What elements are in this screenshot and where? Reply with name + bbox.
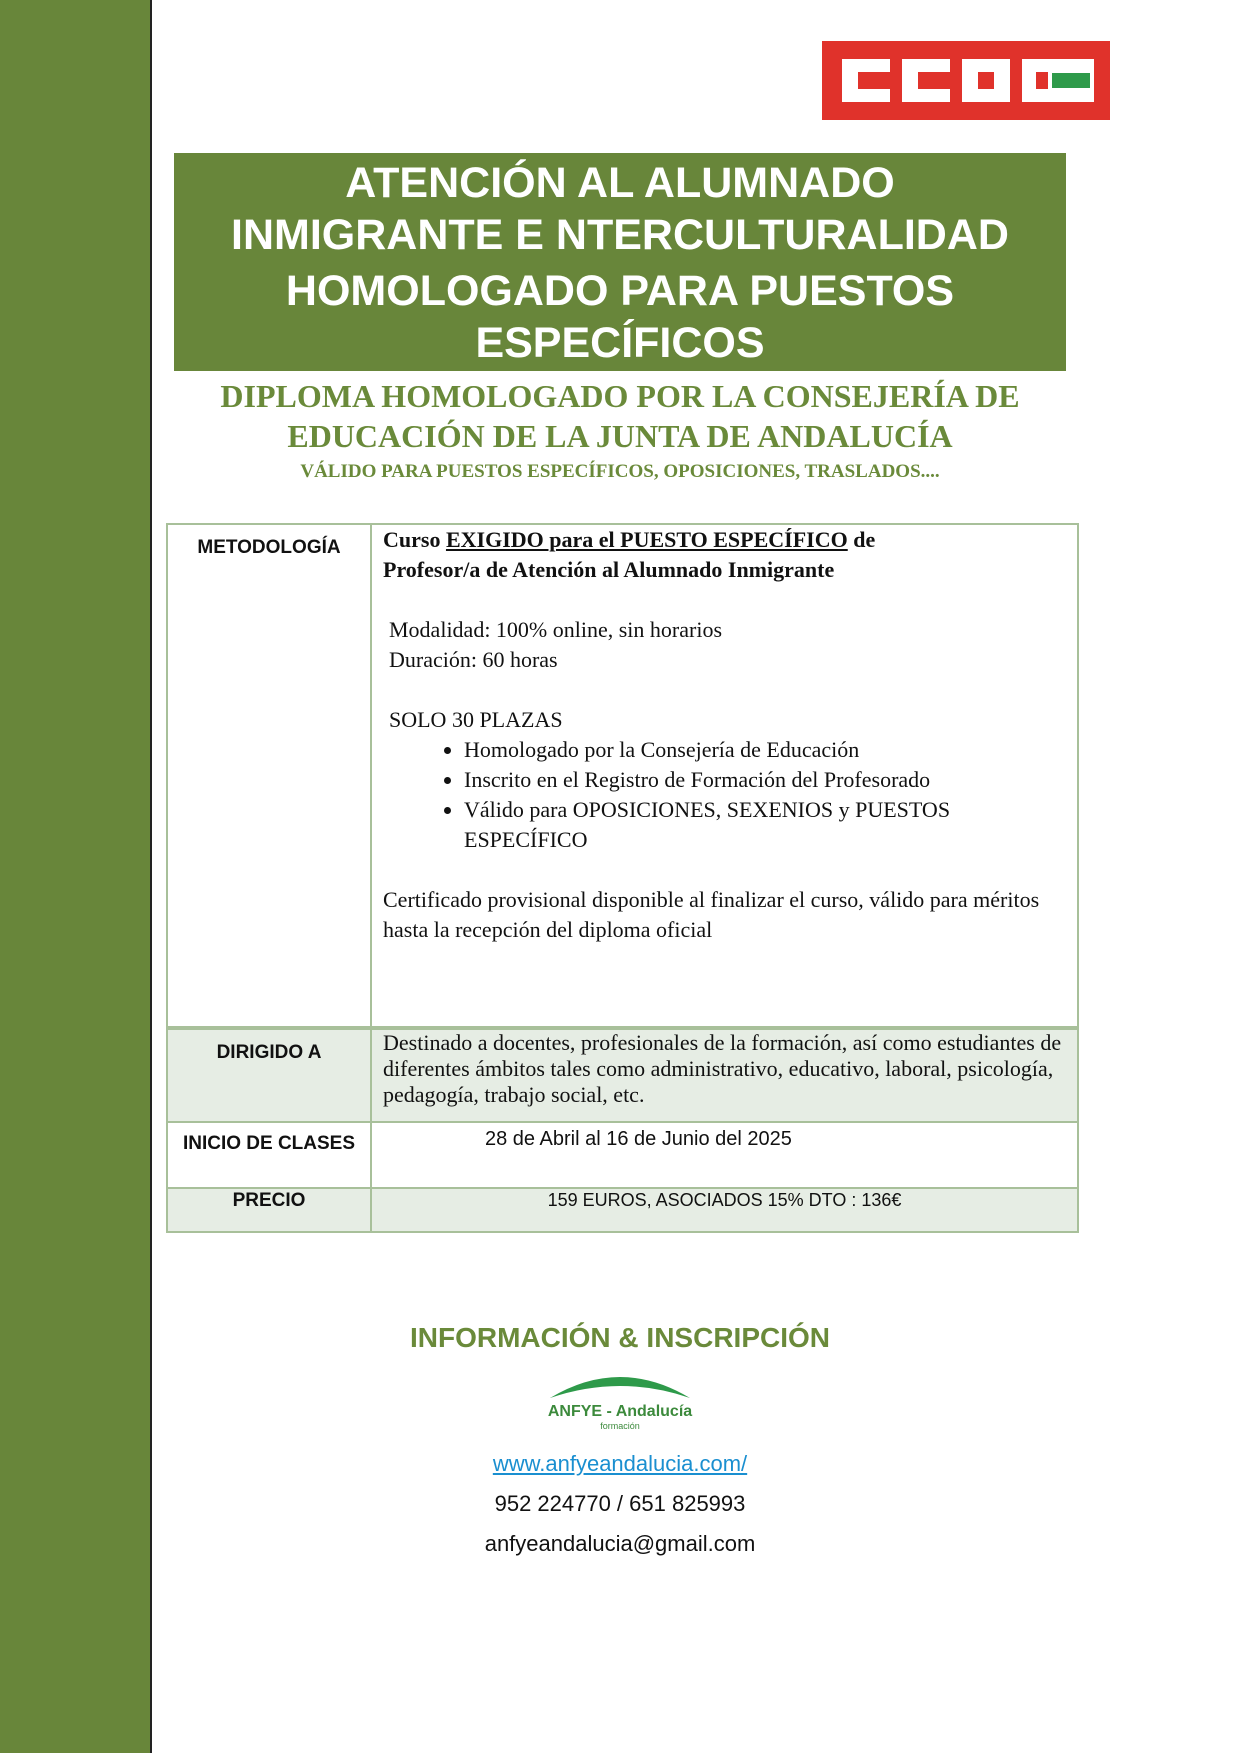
table-row-metodologia: [167, 524, 1078, 1028]
course-info-table: [166, 523, 1079, 1233]
curso-heading-2: Profesor/a de Atención al Alumnado Inmigrante: [383, 557, 835, 582]
curso-text-a: Curso: [383, 527, 446, 552]
anfye-logo: [540, 1364, 700, 1436]
email-text: anfyeandalucia@gmail.com: [484, 1531, 756, 1556]
curso-heading: [383, 525, 1067, 555]
precio-text: 159 EUROS, ASOCIADOS 15% DTO : 136€: [371, 1188, 1078, 1232]
title-line-1: ATENCIÓN AL ALUMNADO: [345, 159, 895, 207]
modalidad-text: Modalidad: 100% online, sin horarios: [389, 617, 723, 642]
list-item: • Válido para OPOSICIONES, SEXENIOS y PUESTOS ESPECÍFICO: [464, 795, 1067, 855]
curso-text-b: EXIGIDO para el PUESTO ESPECÍFICO: [445, 527, 848, 552]
title-line-3: HOMOLOGADO PARA PUESTOS: [285, 267, 955, 315]
website-link[interactable]: www.anfyeandalucia.com/: [492, 1451, 748, 1476]
table-row-precio: [167, 1188, 1078, 1232]
left-green-bar: [0, 0, 152, 1753]
anfye-logo-sub: formación: [600, 1421, 640, 1431]
duracion-text: Duración: 60 horas: [389, 647, 558, 672]
phone-text: 952 224770 / 651 825993: [494, 1491, 746, 1516]
label-inicio: INICIO DE CLASES: [167, 1122, 371, 1188]
label-dirigido: DIRIGIDO A: [167, 1028, 371, 1122]
curso-text-c: de: [847, 527, 876, 552]
title-line-2: INMIGRANTE E NTERCULTURALIDAD: [231, 211, 1009, 259]
list-item: • Inscrito en el Registro de Formación del Profesorado: [464, 765, 1067, 795]
list-item: • Homologado por la Consejería de Educación: [464, 735, 1067, 765]
title-line-4: ESPECÍFICOS: [475, 319, 765, 367]
diploma-line-1: DIPLOMA HOMOLOGADO POR LA CONSEJERÍA DE: [220, 378, 1020, 414]
info-title: INFORMACIÓN & INSCRIPCIÓN: [410, 1322, 830, 1353]
metodologia-content: [371, 524, 1078, 1028]
anfye-logo-name: ANFYE - Andalucía: [547, 1403, 693, 1420]
features-list: [383, 735, 1067, 855]
table-row-inicio: [167, 1122, 1078, 1188]
ccoo-logo: [822, 41, 1110, 120]
plazas-text: SOLO 30 PLAZAS: [389, 707, 563, 732]
dirigido-text: Destinado a docentes, profesionales de la formación, así como estudiantes de diferentes ámbitos tales como administrativo, educativo, laboral, psicología, pedagogía, trabajo social, etc.: [371, 1028, 1078, 1122]
label-metodologia: METODOLOGÍA: [167, 524, 371, 1028]
course-title-banner: [174, 153, 1066, 371]
table-row-dirigido: [167, 1028, 1078, 1122]
label-precio: PRECIO: [167, 1188, 371, 1232]
diploma-line-2: EDUCACIÓN DE LA JUNTA DE ANDALUCÍA: [287, 418, 953, 454]
diploma-line-3: VÁLIDO PARA PUESTOS ESPECÍFICOS, OPOSICIONES, TRASLADOS....: [300, 461, 940, 482]
certificado-text: Certificado provisional disponible al finalizar el curso, válido para méritos hasta la recepción del diploma oficial: [383, 887, 1040, 942]
inicio-text: 28 de Abril al 16 de Junio del 2025: [371, 1122, 1078, 1188]
